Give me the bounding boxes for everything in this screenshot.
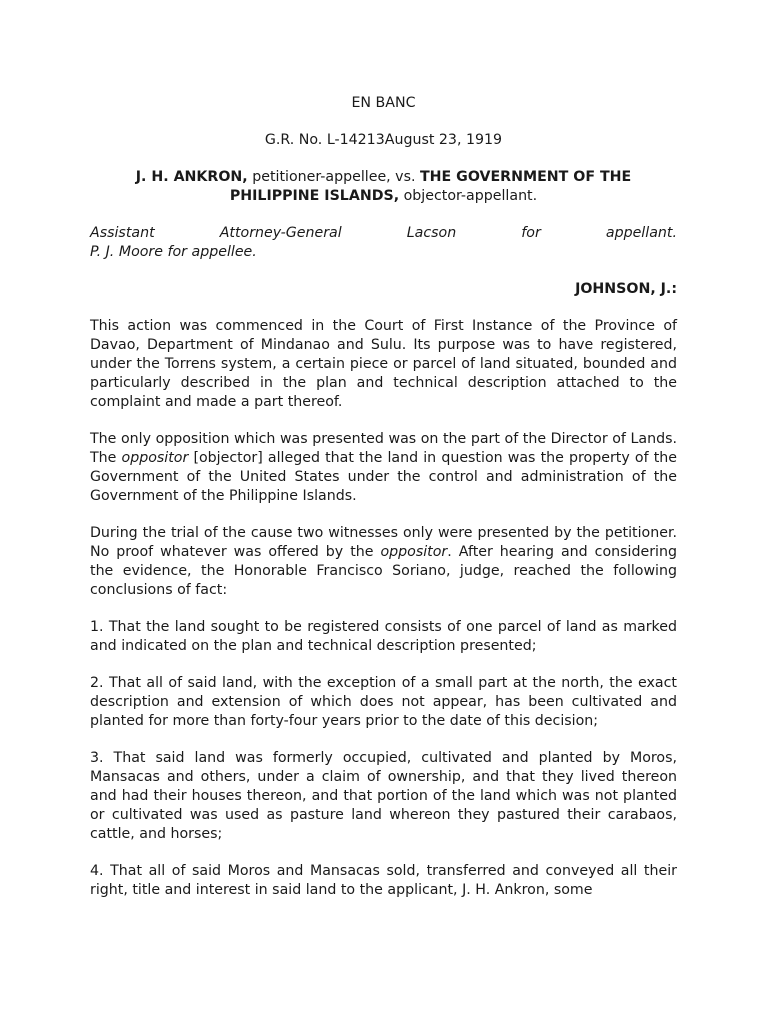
counsel-word: appellant. bbox=[605, 225, 677, 241]
case-number: G.R. No. L-14213 bbox=[264, 132, 385, 148]
document-page bbox=[90, 94, 677, 918]
court-division: EN BANC bbox=[351, 95, 416, 111]
counsel-word: Attorney-General bbox=[219, 225, 342, 241]
counsel-word: Lacson bbox=[406, 225, 457, 241]
paragraph-3 bbox=[90, 524, 677, 600]
oppositor-term: oppositor bbox=[380, 544, 448, 560]
counsel-word: for bbox=[521, 225, 541, 241]
case-date: August 23, 1919 bbox=[384, 132, 503, 148]
paragraph-2-text-a: The only opposition which was presented was on the part of the Director of Lands. The bbox=[90, 431, 677, 466]
ponente: JOHNSON, J.: bbox=[575, 281, 677, 297]
finding-3: 3. That said land was formerly occupied, cultivated and planted by Moros, Mansacas and others, under a claim of ownership, and that they lived thereon and had their houses thereon, and that portion of the land which was not planted or cultivated was used as pasture land whereon they pastured their carabaos, cattle, and horses; bbox=[90, 750, 677, 842]
paragraph-1: This action was commenced in the Court of First Instance of the Province of Davao, Department of Mindanao and Sulu. Its purpose was to have registered, under the Torrens system, a certain piece or parcel of land situated, bounded and particularly described in the plan and technical description attached to the complaint and made a part thereof. bbox=[90, 318, 677, 410]
finding-2: 2. That all of said land, with the exception of a small part at the north, the exact description and extension of which does not appear, has been cultivated and planted for more than forty-four years prior to the date of this decision; bbox=[90, 675, 677, 729]
counsel-appellant bbox=[90, 224, 677, 243]
respondent-role: objector-appellant. bbox=[403, 188, 538, 204]
counsel-word: Assistant bbox=[90, 225, 155, 241]
paragraph-2 bbox=[90, 430, 677, 506]
respondent-name-line2: PHILIPPINE ISLANDS, bbox=[229, 188, 400, 204]
respondent-name-line1: THE GOVERNMENT OF THE bbox=[420, 169, 632, 185]
paragraph-3-text-a: During the trial of the cause two witnesses only were presented by the petitioner. No proof whatever was offered by the bbox=[90, 525, 677, 560]
petitioner-role: petitioner-appellee, vs. bbox=[252, 169, 416, 185]
paragraph-2-text-b: [objector] alleged that the land in question was the property of the Government of the United States under the control and administration of the Government of the Philippine Islands. bbox=[90, 450, 677, 504]
case-parties bbox=[90, 168, 677, 206]
finding-4: 4. That all of said Moros and Mansacas sold, transferred and conveyed all their right, title and interest in said land to the applicant, J. H. Ankron, some bbox=[90, 863, 677, 898]
petitioner-name: J. H. ANKRON, bbox=[135, 169, 248, 185]
finding-1: 1. That the land sought to be registered consists of one parcel of land as marked and indicated on the plan and technical description presented; bbox=[90, 619, 677, 654]
paragraph-3-text-b: . After hearing and considering the evidence, the Honorable Francisco Soriano, judge, reached the following conclusions of fact: bbox=[90, 544, 677, 598]
oppositor-term: oppositor bbox=[121, 450, 189, 466]
counsel-appellee: P. J. Moore for appellee. bbox=[90, 244, 257, 260]
case-number-line bbox=[90, 131, 677, 150]
